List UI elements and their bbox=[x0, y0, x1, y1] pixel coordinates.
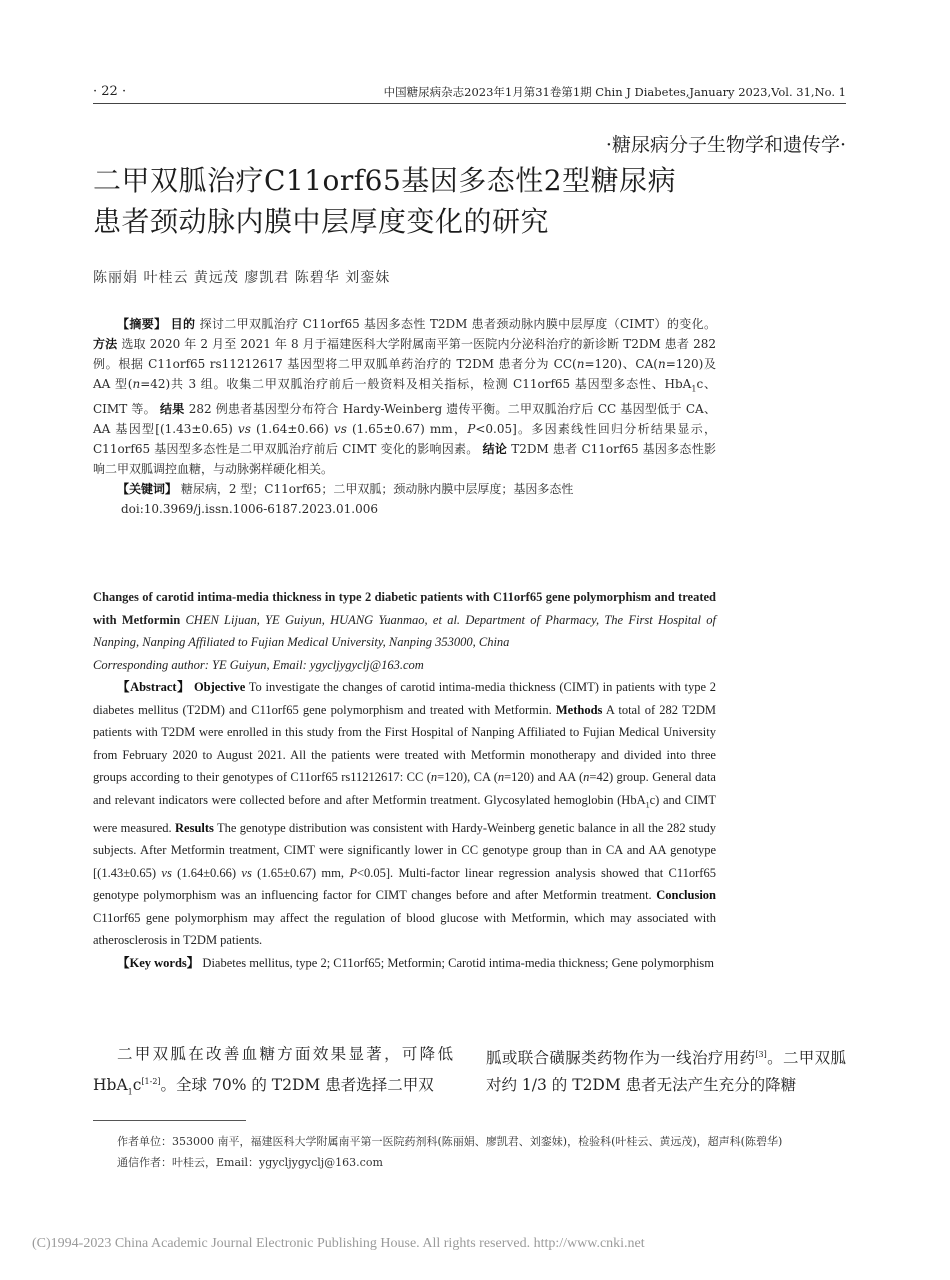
en-title-block bbox=[93, 586, 716, 654]
en-methods-text: =120) and AA ( bbox=[504, 770, 584, 784]
cn-methods-text: =42)共 3 组。收集二甲双胍治疗前后一般资料及相关指标，检测 C11orf65 基因型多态性、HbA bbox=[140, 377, 692, 391]
cn-results-text: (1.65±0.67) mm， bbox=[346, 422, 468, 437]
en-corresponding-author: Corresponding author: YE Guiyun, Email: ygycljygyclj@163.com bbox=[93, 657, 424, 672]
body-hba-subscript: 1 bbox=[127, 1087, 133, 1097]
body-paragraph bbox=[93, 1041, 453, 1105]
cn-abstract-label: 【摘要】 bbox=[117, 317, 167, 331]
cn-conclusion-text: T2DM 患者 C11orf65 基因多态性影响二甲双胍调控血糖，与动脉粥样硬化相关。 bbox=[93, 442, 716, 477]
cn-conclusion-label: 结论 bbox=[482, 442, 508, 457]
en-results-text: <0.05]. Multi-factor linear regression analysis showed that C11orf65 genotype polymorphism was an influencing factor for CIMT changes before and after Metformin treatment. bbox=[93, 865, 716, 902]
en-keywords-text: Diabetes mellitus, type 2; C11orf65; Metformin; Carotid intima-media thickness; Gene polymorphism bbox=[202, 955, 715, 970]
journal-info: 中国糖尿病杂志2023年1月第31卷第1期 Chin J Diabetes,January 2023,Vol. 31,No. 1 bbox=[383, 85, 846, 99]
en-objective-label: Objective bbox=[193, 680, 246, 694]
cn-methods-text: c、CIMT 等。 bbox=[93, 377, 716, 417]
en-hba-subscript: 1 bbox=[645, 800, 650, 809]
doi: doi:10.3969/j.issn.1006-6187.2023.01.006 bbox=[121, 502, 378, 517]
en-title: Changes of carotid intima-media thickness in type 2 diabetic patients with C11orf65 gene polymorphism and treated with Metformin bbox=[93, 590, 716, 627]
cn-methods-text: =120)及 AA 型( bbox=[93, 357, 716, 391]
footnote bbox=[117, 1131, 857, 1173]
cn-results-text: (1.64±0.66) bbox=[250, 422, 334, 437]
en-results-text: The genotype distribution was consistent with Hardy-Weinberg genetic balance in all the 282 study subjects. After Metformin treatment, CIMT were significantly lower in CC genotype group than in CA and AA genotype [(1.43±0.65) bbox=[93, 820, 717, 880]
en-conclusion-label: Conclusion bbox=[656, 888, 717, 902]
cn-abstract-paragraph bbox=[93, 314, 716, 479]
en-p-symbol: P bbox=[349, 865, 357, 880]
en-keywords-label: 【Key words】 bbox=[117, 955, 200, 970]
authors: 陈丽娟 叶桂云 黄远茂 廖凯君 陈碧华 刘銮妹 bbox=[93, 270, 391, 286]
body-column-right bbox=[486, 1041, 846, 1099]
body-text: c bbox=[132, 1076, 142, 1095]
title-line-1: 二甲双胍治疗C11orf65基因多态性2型糖尿病 bbox=[93, 164, 677, 197]
cn-vs: vs bbox=[333, 422, 347, 437]
cn-methods-label: 方法 bbox=[93, 337, 118, 351]
body-paragraph bbox=[486, 1041, 846, 1099]
column-label: ·糖尿病分子生物学和遗传学· bbox=[605, 134, 846, 156]
en-results-text: (1.64±0.66) bbox=[171, 865, 242, 880]
en-authors-affiliation: CHEN Lijuan, YE Guiyun, HUANG Yuanmao, et al. Department of Pharmacy, The First Hospital of Nanping, Nanping Affiliated to Fujian Medical University, Nanping 353000, China bbox=[93, 612, 716, 649]
en-methods-label: Methods bbox=[555, 702, 603, 717]
body-text: 。二甲双胍对约 1/3 的 T2DM 患者无法产生充分的降糖 bbox=[486, 1049, 846, 1095]
en-vs: vs bbox=[241, 865, 252, 880]
citation-ref: [3] bbox=[755, 1050, 767, 1059]
en-results-label: Results bbox=[175, 820, 214, 835]
en-abstract-paragraph bbox=[93, 676, 716, 952]
cn-keywords-label: 【关键词】 bbox=[117, 482, 178, 497]
chinese-abstract bbox=[93, 314, 716, 519]
en-methods-text: c) and CIMT were measured. bbox=[93, 792, 716, 835]
body-text: 胍或联合磺脲类药物作为一线治疗用药 bbox=[486, 1049, 756, 1068]
cn-results-text: 282 例患者基因型分布符合 Hardy-Weinberg 遗传平衡。二甲双胍治疗后 CC 基因型低于 CA、AA 基因型[(1.43±0.65) bbox=[93, 402, 716, 437]
en-methods-text: A total of 282 T2DM patients with T2DM were enrolled in this study from the First Hospital of Nanping Affiliated to Fujian Medical University from February 2020 to August 2021. All the patients were treated with Metformin monotherapy and divided into three groups according to their genotypes of C11orf65 rs11212617: CC ( bbox=[93, 702, 716, 784]
en-abstract-label: 【Abstract】 bbox=[117, 680, 191, 694]
header-rule bbox=[93, 103, 846, 104]
en-results-text: (1.65±0.67) mm, bbox=[251, 865, 350, 880]
page-number: · 22 · bbox=[93, 84, 127, 99]
cn-p-symbol: P bbox=[467, 422, 476, 437]
en-methods-text: =42) group. General data and relevant indicators were collected before and after Metformin treatment. Glycosylated hemoglobin (HbA bbox=[93, 770, 716, 807]
en-n-symbol: n bbox=[497, 770, 505, 784]
cn-objective-label: 目的 bbox=[170, 317, 196, 331]
cn-n-symbol: n bbox=[576, 357, 585, 371]
cn-objective-text: 探讨二甲双胍治疗 C11orf65 基因多态性 T2DM 患者颈动脉内膜中层厚度（CIMT）的变化。 bbox=[199, 317, 716, 331]
cn-results-label: 结果 bbox=[160, 402, 185, 417]
en-n-symbol: n bbox=[430, 770, 438, 784]
body-column-left bbox=[93, 1041, 453, 1105]
en-keywords bbox=[93, 952, 716, 975]
body-text: 。全球 70% 的 T2DM 患者选择二甲双 bbox=[160, 1076, 434, 1095]
cn-n-symbol: n bbox=[657, 357, 666, 371]
copyright-watermark: (C)1994-2023 China Academic Journal Electronic Publishing House. All rights reserved. http://www.cnki.net bbox=[32, 1236, 645, 1251]
cn-hba-subscript: 1 bbox=[691, 384, 697, 394]
title-line-2: 患者颈动脉内膜中层厚度变化的研究 bbox=[93, 205, 550, 238]
footnote-rule bbox=[93, 1120, 246, 1121]
cn-keywords bbox=[93, 479, 716, 499]
cn-results-text: <0.05]。多因素线性回归分析结果显示，C11orf65 基因型多态性是二甲双胍治疗前后 CIMT 变化的影响因素。 bbox=[93, 422, 717, 457]
citation-ref: [1-2] bbox=[141, 1077, 161, 1086]
en-n-symbol: n bbox=[583, 770, 590, 784]
footnote-corresponding: 通信作者：叶桂云，Email：ygycljygyclj@163.com bbox=[117, 1156, 383, 1169]
en-objective-text: To investigate the changes of carotid intima-media thickness (CIMT) in patients with type 2 diabetes mellitus (T2DM) and C11orf65 gene polymorphism and treated with Metformin. bbox=[93, 680, 717, 717]
en-methods-text: =120), CA ( bbox=[437, 770, 498, 784]
article-title bbox=[93, 160, 853, 242]
cn-methods-text: =120)、CA( bbox=[584, 357, 658, 371]
cn-n-symbol: n bbox=[132, 377, 141, 391]
footnote-affiliation: 作者单位：353000 南平，福建医科大学附属南平第一医院药剂科(陈丽娟、廖凯君、刘銮妹)，检验科(叶桂云、黄远茂)，超声科(陈碧华) bbox=[117, 1135, 783, 1148]
cn-keywords-text: 糖尿病，2 型；C11orf65；二甲双胍；颈动脉内膜中层厚度；基因多态性 bbox=[180, 482, 574, 497]
english-abstract bbox=[93, 586, 716, 974]
body-text: 二甲双胍在改善血糖方面效果显著，可降低 HbA bbox=[93, 1045, 453, 1095]
en-vs: vs bbox=[161, 865, 172, 880]
cn-methods-text: 选取 2020 年 2 月至 2021 年 8 月于福建医科大学附属南平第一医院内分泌科治疗的新诊断 T2DM 患者 282 例。根据 C11orf65 rs11212617 基因型将二甲双胍单药治疗的 T2DM 患者分为 CC( bbox=[93, 337, 716, 371]
en-conclusion-text: C11orf65 gene polymorphism may affect the regulation of blood glucose with Metformin, which may associated with atherosclerosis in T2DM patients. bbox=[93, 910, 716, 947]
cn-vs: vs bbox=[237, 422, 251, 437]
